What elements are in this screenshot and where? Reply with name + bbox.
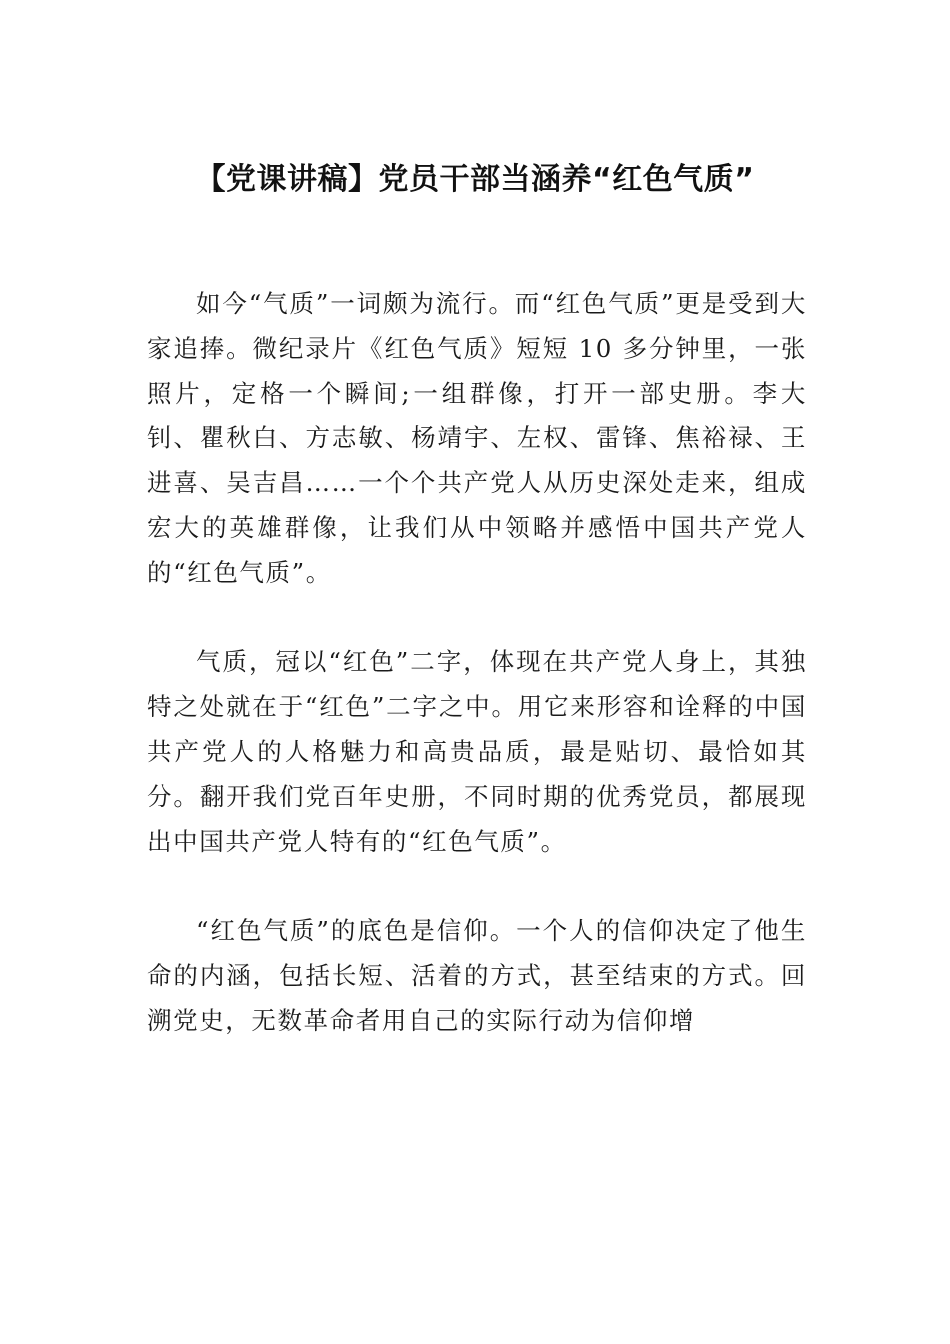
document-body	[147, 282, 807, 1044]
paragraph-3: “红色气质”的底色是信仰。一个人的信仰决定了他生命的内涵，包括长短、活着的方式，甚至结束的方式。回溯党史，无数革命者用自己的实际行动为信仰增	[147, 916, 807, 1035]
document-title: 【党课讲稿】党员干部当涵养“红色气质”	[195, 162, 755, 198]
paragraph-1: 如今“气质”一词颇为流行。而“红色气质”更是受到大家追捧。微纪录片《红色气质》短短 10 多分钟里，一张照片，定格一个瞬间;一组群像，打开一部史册。李大钊、瞿秋白、方志敏、杨靖宇、左权、雷锋、焦裕禄、王进喜、吴吉昌……一个个共产党人从历史深处走来，组成宏大的英雄群像，让我们从中领略并感悟中国共产党人的“红色气质”。	[147, 289, 807, 587]
paragraph-2: 气质，冠以“红色”二字，体现在共产党人身上，其独特之处就在于“红色”二字之中。用它来形容和诠释的中国共产党人的人格魅力和高贵品质，最是贴切、最恰如其分。翻开我们党百年史册，不同时期的优秀党员，都展现出中国共产党人特有的“红色气质”。	[147, 647, 807, 856]
